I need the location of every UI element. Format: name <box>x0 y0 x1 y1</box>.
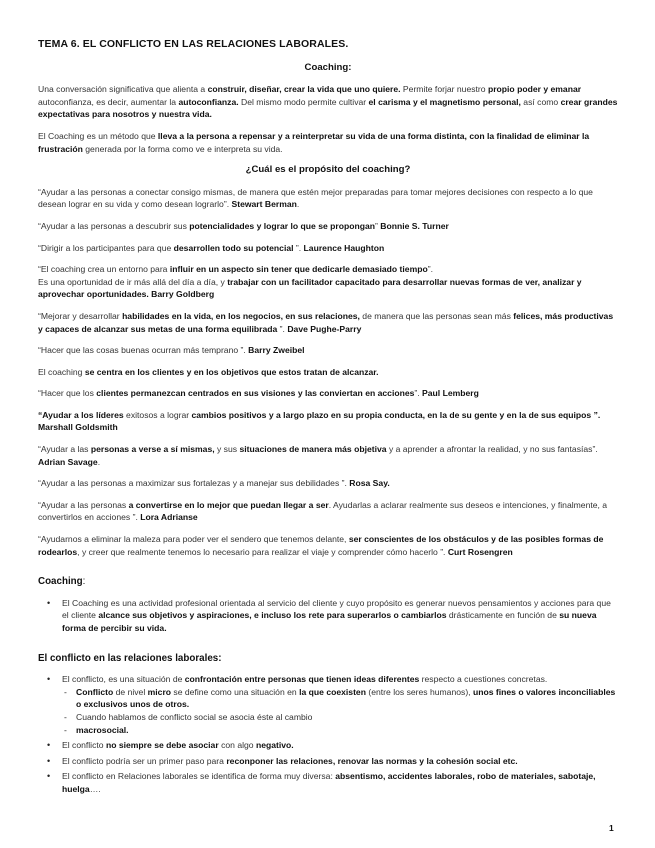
paragraph <box>38 443 618 468</box>
conflict-bullet-item <box>62 770 618 795</box>
bold-text: Barry Zweibel <box>248 345 305 356</box>
conflict-sub-list <box>62 686 618 736</box>
bold-text: Adrian Savage <box>38 456 98 467</box>
text-run: “Mejorar y desarrollar <box>38 310 123 321</box>
bold-text: Conflicto <box>76 686 114 697</box>
bold-text: Laurence Haughton <box>303 242 385 253</box>
coaching-section-title: Coaching <box>38 576 83 588</box>
bold-text: potencialidades y lograr lo que se propongan <box>189 220 376 231</box>
paragraph <box>38 409 618 434</box>
bold-text: autoconfianza. <box>178 96 239 107</box>
bold-text: a convertirse en lo mejor que puedan llegar a ser <box>128 499 329 510</box>
paragraph <box>38 499 618 524</box>
text-run: drásticamente en función de <box>446 610 560 621</box>
text-run: se define como una situación en <box>171 686 300 697</box>
bold-text: reconponer las relaciones, renovar las normas y la cohesión social etc. <box>226 755 518 766</box>
paragraph <box>38 344 618 357</box>
bold-text: Lora Adrianse <box>140 512 198 523</box>
bold-text: felices, más productivas y capaces de alcanzar sus metas de una forma equilibrada <box>38 310 614 334</box>
text-run: El Coaching es una actividad profesional orientada al servicio del cliente y cuyo propósito es generar nuevos pensamientos y acciones para que el cliente <box>62 597 611 621</box>
conflict-sub-item <box>76 724 618 737</box>
bold-text: propio poder y emanar <box>487 84 582 95</box>
intro-paragraphs <box>38 83 618 155</box>
text-run: . <box>97 456 101 467</box>
text-run: Cuando hablamos de conflicto social se asocia éste al cambio <box>76 711 313 722</box>
text-run: “Hacer que las cosas buenas ocurran más temprano ”. <box>38 345 249 356</box>
text-run: y sus <box>214 444 240 455</box>
bold-text: el carisma y el magnetismo personal, <box>368 96 521 107</box>
text-run: (entre los seres humanos), <box>365 686 473 697</box>
bold-text: desarrollen todo su potencial <box>173 242 294 253</box>
paragraph <box>38 220 618 233</box>
bold-text: lleva a la persona a repensar y a reinterpretar su vida de una forma distinta, con la finalidad de eliminar la frustración <box>38 130 590 154</box>
text-run: respecto a cuestiones concretas. <box>419 674 548 685</box>
text-run: autoconfianza, es decir, aumentar la <box>38 96 179 107</box>
text-run: “Ayudar a las personas <box>38 499 129 510</box>
text-run: ”. <box>293 242 304 253</box>
text-run: El Coaching es un método que <box>38 130 158 141</box>
text-run: Una conversación significativa que alienta a <box>38 84 208 95</box>
paragraph <box>38 310 618 335</box>
text-run: , y creer que realmente tenemos lo necesario para realizar el viaje y comprender cómo hacerlo ”. <box>77 546 448 557</box>
text-run: “Ayudarnos a eliminar la maleza para poder ver el sendero que tenemos delante, <box>38 534 349 545</box>
conflict-sub-item <box>76 711 618 724</box>
conflict-bullet-item <box>62 755 618 768</box>
bold-text: construir, diseñar, crear la vida que uno quiere. <box>207 84 401 95</box>
text-run: “Ayudar a las personas a maximizar sus fortalezas y a manejar sus debilidades ”. <box>38 478 350 489</box>
bold-text: Bonnie S. Turner <box>380 220 449 231</box>
text-run: El conflicto podría ser un primer paso para <box>62 755 227 766</box>
text-run: Permite forjar nuestro <box>400 84 488 95</box>
paragraph <box>38 186 618 211</box>
text-run: “Ayudar a las personas a conectar consigo mismas, de manera que estén mejor preparadas para tomar mejores decisiones con respecto a lo que desean lograr en su vida y como desean lograrlo”. <box>38 186 593 210</box>
paragraph <box>38 83 618 121</box>
bold-text: unos fines o valores inconciliables o exclusivos unos de otros. <box>76 686 616 710</box>
bold-text: situaciones de manera más objetiva <box>239 444 387 455</box>
text-run: El conflicto, es una situación de <box>62 674 185 685</box>
text-run: El coaching <box>38 366 85 377</box>
paragraph <box>38 387 618 400</box>
text-run: Es una oportunidad de ir más allá del día a día, y <box>38 276 228 287</box>
text-run: El conflicto <box>62 740 106 751</box>
bold-text: habilidades en la vida, en los negocios, en sus relaciones, <box>122 310 360 321</box>
conflict-section-heading: El conflicto en las relaciones laborales: <box>38 652 222 664</box>
bold-text: confrontación entre personas que tienen ideas diferentes <box>184 674 420 685</box>
text-run: Del mismo modo permite cultivar <box>238 96 369 107</box>
text-run: y a aprender a afrontar la realidad, y no sus fantasías”. <box>386 444 598 455</box>
paragraph <box>38 366 618 379</box>
text-run: El conflicto en Relaciones laborales se identifica de forma muy diversa: <box>62 771 336 782</box>
bold-text: micro <box>147 686 172 697</box>
bold-text: clientes permanezcan centrados en sus visiones y las conviertan en acciones <box>96 388 415 399</box>
text-run: ” <box>375 220 381 231</box>
text-run: “Ayudar a las personas a descubrir sus <box>38 220 190 231</box>
bold-text: no siempre se debe asociar <box>105 740 219 751</box>
bold-text: la que coexisten <box>299 686 366 697</box>
conflict-bullet-list <box>38 673 618 795</box>
bullet-item <box>62 597 618 635</box>
bold-text: negativo. <box>255 740 294 751</box>
document-title: TEMA 6. EL CONFLICTO EN LAS RELACIONES LABORALES. <box>38 38 349 50</box>
text-run: de nivel <box>113 686 148 697</box>
text-run: …. <box>89 783 101 794</box>
conflict-bullet-item <box>62 673 618 736</box>
bold-text: su nueva forma de percibir su vida. <box>62 610 597 633</box>
bold-text: Paul Lemberg <box>422 388 479 399</box>
conflict-sub-item <box>76 686 618 711</box>
text-run: exitosos a lograr <box>123 409 192 420</box>
coaching-bullet-list <box>38 597 618 635</box>
text-run: ”. <box>414 388 423 399</box>
text-run: ”. <box>277 323 288 334</box>
coaching-quotes <box>38 186 618 558</box>
conflict-bullet-item <box>62 739 618 752</box>
text-run: generada por la forma como ve e interpreta su vida. <box>82 143 283 154</box>
bold-text: crear grandes expectativas para nosotros y nuestra vida. <box>38 96 618 120</box>
page-number: 1 <box>609 823 614 833</box>
paragraph <box>38 533 618 558</box>
page-content <box>38 38 618 799</box>
bold-text: Dave Pughe-Parry <box>287 323 362 334</box>
coaching-section-colon: : <box>82 576 86 588</box>
bold-text: trabajar con un facilitador capacitado para desarrollar nuevas formas de ver, analizar y aprovechar oportunidades. Barry Goldberg <box>38 276 582 300</box>
bold-text: absentismo, accidentes laborales, robo de materiales, sabotaje, huelga <box>62 771 596 794</box>
text-run: . Ayudarlas a aclarar realmente sus deseos e intenciones, y finalmente, a convertirlos en acciones ”. <box>38 499 608 523</box>
text-run: con algo <box>218 740 256 751</box>
text-run: “Hacer que los <box>38 388 97 399</box>
coaching-section-heading <box>38 576 618 589</box>
text-run: así como <box>520 96 561 107</box>
bold-text: “Ayudar a los líderes <box>38 409 124 420</box>
text-run: “El coaching crea un entorno para <box>38 264 170 275</box>
text-run: “Ayudar a las <box>38 444 91 455</box>
paragraph <box>38 242 618 255</box>
bold-text: influir en un aspecto sin tener que dedicarle demasiado tiempo <box>169 264 428 275</box>
bold-text: ser conscientes de los obstáculos y de las posibles formas de rodearlos <box>38 534 604 557</box>
text-run: . <box>296 199 300 210</box>
purpose-heading: ¿Cuál es el propósito del coaching? <box>245 164 411 176</box>
text-run: “Dirigir a los participantes para que <box>38 242 174 253</box>
bold-text: Stewart Berman <box>231 199 297 210</box>
paragraph <box>38 477 618 490</box>
paragraph <box>38 263 618 301</box>
bold-text: alcance sus objetivos y aspiraciones, e incluso los rete para superarlos o cambiarlos <box>98 610 447 621</box>
text-run: de manera que las personas sean más <box>359 310 514 321</box>
text-run: ”. <box>427 264 433 275</box>
coaching-heading: Coaching: <box>304 61 352 73</box>
bold-text: personas a verse a sí mismas, <box>90 444 215 455</box>
paragraph <box>38 130 618 155</box>
bold-text: Curt Rosengren <box>447 546 513 557</box>
bold-text: cambios positivos y a largo plazo en su propia conducta, en la de su gente y en la de sus equipos ”. Marshall Goldsmith <box>38 409 601 433</box>
bold-text: Rosa Say. <box>349 478 390 489</box>
bold-text: macrosocial. <box>76 724 129 735</box>
bold-text: se centra en los clientes y en los objetivos que estos tratan de alcanzar. <box>84 366 379 377</box>
